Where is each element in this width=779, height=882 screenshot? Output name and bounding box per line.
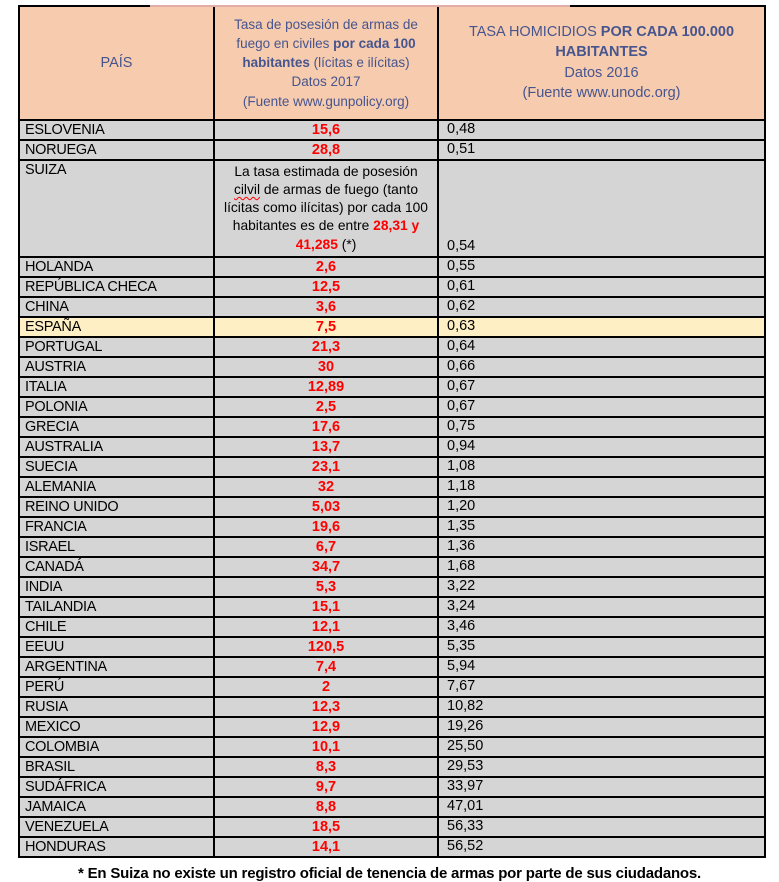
country-cell: EEUU [19, 637, 214, 657]
table-row [19, 777, 765, 797]
note-text: (*) [337, 236, 357, 252]
misspelled-word: cilvil [233, 181, 261, 197]
table-row [19, 617, 765, 637]
country-cell: VENEZUELA [19, 817, 214, 837]
homicide-rate-cell: 5,94 [438, 657, 765, 677]
gun-rate-cell: 8,8 [214, 797, 438, 817]
homicide-rate-cell: 56,52 [438, 837, 765, 857]
gun-rate-cell: 12,5 [214, 277, 438, 297]
country-cell: SUIZA [19, 160, 214, 257]
table-row [19, 337, 765, 357]
homicide-rate-cell: 25,50 [438, 737, 765, 757]
table-row [19, 417, 765, 437]
homicide-rate-cell: 0,67 [438, 397, 765, 417]
note-text: La tasa estimada de posesión [234, 163, 418, 179]
header-homicide-rate-source: (Fuente www.unodc.org) [522, 85, 681, 102]
country-cell: CHINA [19, 297, 214, 317]
homicide-rate-cell: 10,82 [438, 697, 765, 717]
table-row [19, 377, 765, 397]
gun-rate-cell: 15,6 [214, 120, 438, 140]
country-cell: ARGENTINA [19, 657, 214, 677]
country-cell: REPÚBLICA CHECA [19, 277, 214, 297]
header-row [19, 6, 765, 120]
homicide-rate-cell: 0,62 [438, 297, 765, 317]
gun-rate-cell: 15,1 [214, 597, 438, 617]
country-cell: CHILE [19, 617, 214, 637]
table-row [19, 140, 765, 160]
gun-rate-cell: 23,1 [214, 457, 438, 477]
table-row [19, 297, 765, 317]
gun-rate-cell: 3,6 [214, 297, 438, 317]
homicide-rate-cell: 0,55 [438, 257, 765, 277]
gun-rate-cell: 34,7 [214, 557, 438, 577]
table-body [19, 120, 765, 857]
header-gun-rate-source: (Fuente www.gunpolicy.org) [242, 93, 410, 109]
gun-rate-cell: 7,5 [214, 317, 438, 337]
table-row [19, 697, 765, 717]
gun-rate-cell: 2,6 [214, 257, 438, 277]
homicide-rate-cell: 19,26 [438, 717, 765, 737]
country-cell: ESPAÑA [19, 317, 214, 337]
table-row [19, 257, 765, 277]
homicide-rate-cell: 0,51 [438, 140, 765, 160]
header-gun-rate-text: Tasa de posesión de armas de fuego en civiles por cada 100 habitantes (lícitas e ilícitas) [234, 17, 418, 71]
homicide-rate-cell: 0,61 [438, 277, 765, 297]
table-row [19, 537, 765, 557]
country-cell: SUDÁFRICA [19, 777, 214, 797]
homicide-rate-cell: 29,53 [438, 757, 765, 777]
table-row [19, 737, 765, 757]
homicide-rate-cell: 3,46 [438, 617, 765, 637]
gun-rate-cell: 32 [214, 477, 438, 497]
country-cell: RUSIA [19, 697, 214, 717]
country-cell: FRANCIA [19, 517, 214, 537]
gun-rate-cell: 10,1 [214, 737, 438, 757]
top-edge-remnant [150, 5, 570, 7]
table-row [19, 677, 765, 697]
gun-rate-cell: 28,8 [214, 140, 438, 160]
gun-rate-cell: 14,1 [214, 837, 438, 857]
homicide-rate-cell: 0,94 [438, 437, 765, 457]
homicide-rate-cell: 1,20 [438, 497, 765, 517]
homicide-rate-cell: 1,68 [438, 557, 765, 577]
table-row [19, 717, 765, 737]
table-row [19, 357, 765, 377]
gun-rate-cell: 12,89 [214, 377, 438, 397]
table-row [19, 657, 765, 677]
note-text: de armas de fuego (tanto lícitas como ilícitas) por cada 100 habitantes es de entre [224, 181, 428, 234]
homicide-rate-cell: 3,22 [438, 577, 765, 597]
country-cell: REINO UNIDO [19, 497, 214, 517]
homicide-rate-cell: 0,67 [438, 377, 765, 397]
gun-rate-cell: 5,03 [214, 497, 438, 517]
table-row [19, 637, 765, 657]
gun-rate-cell: 19,6 [214, 517, 438, 537]
gun-rate-cell: 9,7 [214, 777, 438, 797]
gun-rate-cell [214, 160, 438, 257]
table-row [19, 577, 765, 597]
country-cell: PORTUGAL [19, 337, 214, 357]
table-row [19, 277, 765, 297]
header-gun-rate [214, 6, 438, 120]
table-row [19, 797, 765, 817]
gun-rate-cell: 5,3 [214, 577, 438, 597]
table-row [19, 120, 765, 140]
header-homicide-rate [438, 6, 765, 120]
table-row [19, 557, 765, 577]
header-country [19, 6, 214, 120]
country-cell: JAMAICA [19, 797, 214, 817]
header-homicide-rate-year: Datos 2016 [564, 64, 639, 81]
homicide-rate-cell: 56,33 [438, 817, 765, 837]
table-row [19, 457, 765, 477]
gun-rate-cell: 30 [214, 357, 438, 377]
gun-rate-cell: 2,5 [214, 397, 438, 417]
guns-homicides-table [18, 5, 766, 858]
header-country-label: PAÍS [100, 54, 133, 71]
country-cell: ESLOVENIA [19, 120, 214, 140]
homicide-rate-cell: 0,63 [438, 317, 765, 337]
country-cell: MEXICO [19, 717, 214, 737]
document-page [0, 5, 779, 882]
homicide-rate-cell: 47,01 [438, 797, 765, 817]
gun-rate-cell: 12,9 [214, 717, 438, 737]
note-red-values: 28,31 y 41,285 [295, 218, 420, 252]
country-cell: CANADÁ [19, 557, 214, 577]
gun-rate-cell: 7,4 [214, 657, 438, 677]
gun-rate-cell: 2 [214, 677, 438, 697]
table-row [19, 317, 765, 337]
table-row [19, 477, 765, 497]
table-row [19, 757, 765, 777]
country-cell: ITALIA [19, 377, 214, 397]
country-cell: PERÚ [19, 677, 214, 697]
homicide-rate-cell: 7,67 [438, 677, 765, 697]
gun-rate-cell: 13,7 [214, 437, 438, 457]
gun-rate-cell: 12,3 [214, 697, 438, 717]
homicide-rate-cell: 1,08 [438, 457, 765, 477]
gun-rate-cell: 120,5 [214, 637, 438, 657]
country-cell: AUSTRIA [19, 357, 214, 377]
country-cell: SUECIA [19, 457, 214, 477]
country-cell: HONDURAS [19, 837, 214, 857]
homicide-rate-cell: 1,36 [438, 537, 765, 557]
gun-rate-cell: 6,7 [214, 537, 438, 557]
table-row [19, 397, 765, 417]
table-row [19, 837, 765, 857]
table-row [19, 517, 765, 537]
homicide-rate-cell: 0,54 [438, 160, 765, 257]
table-row [19, 597, 765, 617]
country-cell: ISRAEL [19, 537, 214, 557]
table-row [19, 160, 765, 257]
table-row [19, 817, 765, 837]
homicide-rate-cell: 5,35 [438, 637, 765, 657]
country-cell: HOLANDA [19, 257, 214, 277]
gun-rate-cell: 18,5 [214, 817, 438, 837]
gun-rate-cell: 21,3 [214, 337, 438, 357]
country-cell: BRASIL [19, 757, 214, 777]
homicide-rate-cell: 1,35 [438, 517, 765, 537]
gun-rate-cell: 12,1 [214, 617, 438, 637]
country-cell: TAILANDIA [19, 597, 214, 617]
country-cell: INDIA [19, 577, 214, 597]
footnote: * En Suiza no existe un registro oficial de tenencia de armas por parte de sus ciudadanos. [77, 864, 702, 882]
country-cell: COLOMBIA [19, 737, 214, 757]
homicide-rate-cell: 1,18 [438, 477, 765, 497]
country-cell: POLONIA [19, 397, 214, 417]
homicide-rate-cell: 0,66 [438, 357, 765, 377]
homicide-rate-cell: 3,24 [438, 597, 765, 617]
gun-rate-cell: 8,3 [214, 757, 438, 777]
country-cell: AUSTRALIA [19, 437, 214, 457]
header-gun-rate-year: Datos 2017 [291, 74, 361, 90]
gun-rate-cell: 17,6 [214, 417, 438, 437]
homicide-rate-cell: 33,97 [438, 777, 765, 797]
table-header [19, 6, 765, 120]
homicide-rate-cell: 0,64 [438, 337, 765, 357]
table-row [19, 437, 765, 457]
country-cell: ALEMANIA [19, 477, 214, 497]
country-cell: NORUEGA [19, 140, 214, 160]
table-row [19, 497, 765, 517]
homicide-rate-cell: 0,48 [438, 120, 765, 140]
country-cell: GRECIA [19, 417, 214, 437]
header-homicide-rate-text: TASA HOMICIDIOS POR CADA 100.000 HABITANTES [468, 23, 735, 61]
homicide-rate-cell: 0,75 [438, 417, 765, 437]
